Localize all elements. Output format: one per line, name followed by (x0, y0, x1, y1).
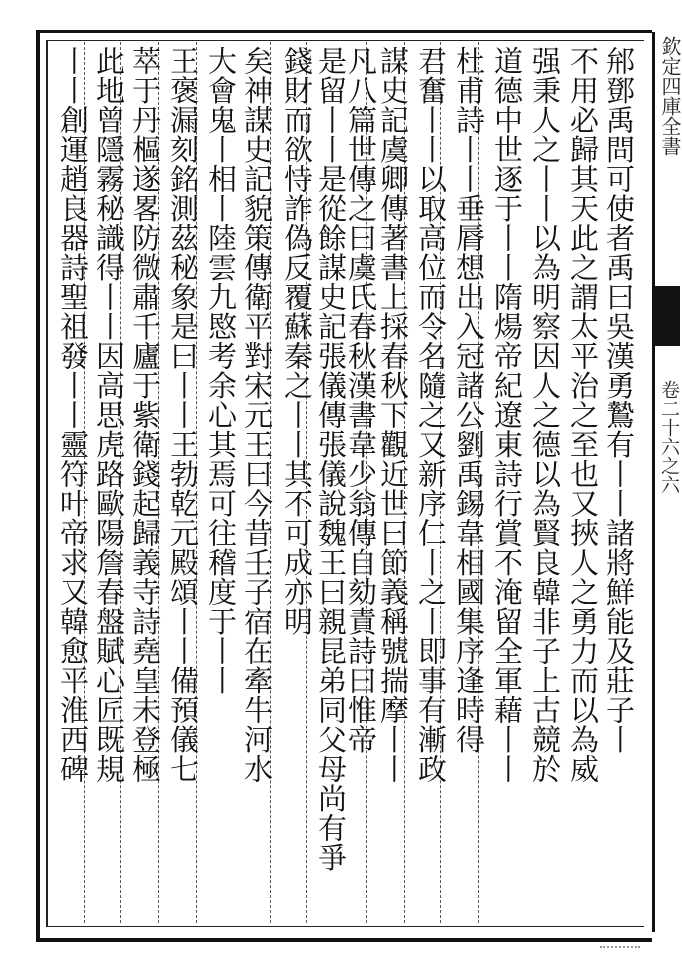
text-column: 𨚕鄧禹問可使者禹曰吳漢勇鷙有丨丨諸將鮮能及莊子丨 (602, 46, 636, 754)
text-column: 道德中世逐于丨丨隋煬帝紀遼東詩行賞不淹留全軍藉丨丨 (490, 46, 524, 784)
text-column: 王褒漏刻銘測茲秘象是曰丨丨王勃乾元殿頌丨丨備預儀七 (166, 46, 200, 784)
text-column: 矣神謀史記貌策傳衛平對宋元王曰今昔壬子宿在牽牛河水 (240, 46, 274, 784)
text-column: 强秉人之丨丨以為明察因人之德以為賢良韓非子上古競於 (528, 46, 562, 784)
text-column: 萃于丹樞遂畧防微肅千廬于紫衛錢起歸義寺詩堯皇未登極 (128, 46, 162, 784)
text-column: 君奮丨丨以取高位而令名隨之又新序仁丨之丨即事有漸政 (414, 46, 448, 784)
text-column: 不用必歸其天此之謂太平治之至也又挾人之勇力而以為威 (566, 46, 600, 784)
text-column: 錢財而欲恃詐偽反覆蘇秦之丨丨其不可成亦明 (280, 46, 314, 636)
text-column: 大會鬼丨相丨陸雲九愍考余心其焉可往稽度于丨丨 (204, 46, 238, 695)
text-column: 杜甫詩丨丨垂脣想出入冠諸公劉禹錫韋相國集序逢時得 (452, 46, 486, 754)
text-column: 丨丨創運趙良器詩聖祖發丨丨靈符叶帝求又韓愈平淮西碑 (56, 46, 90, 784)
scan-speck (600, 946, 640, 954)
text-column: 此地曾隱霧秘識得丨丨因高思虎路歐陽詹春盤賦心匠既規 (92, 46, 126, 784)
text-column: 是留丨丨是從餘謀史記張儀傳張儀說魏王曰親昆弟同父母尚有爭 (314, 46, 348, 872)
folio-label: 卷二十六之六 (658, 380, 680, 494)
fishtail-mark (654, 286, 680, 346)
text-column: 凡八篇世傳之曰虞氏春秋漢書韋少翁傳自劾責詩曰惟帝 (344, 46, 378, 754)
book-title-label: 欽定四庫全書 (658, 36, 682, 156)
text-column: 謀史記虞卿傳著書上採春秋下觀近世曰節義稱號揣摩丨丨 (376, 46, 410, 784)
